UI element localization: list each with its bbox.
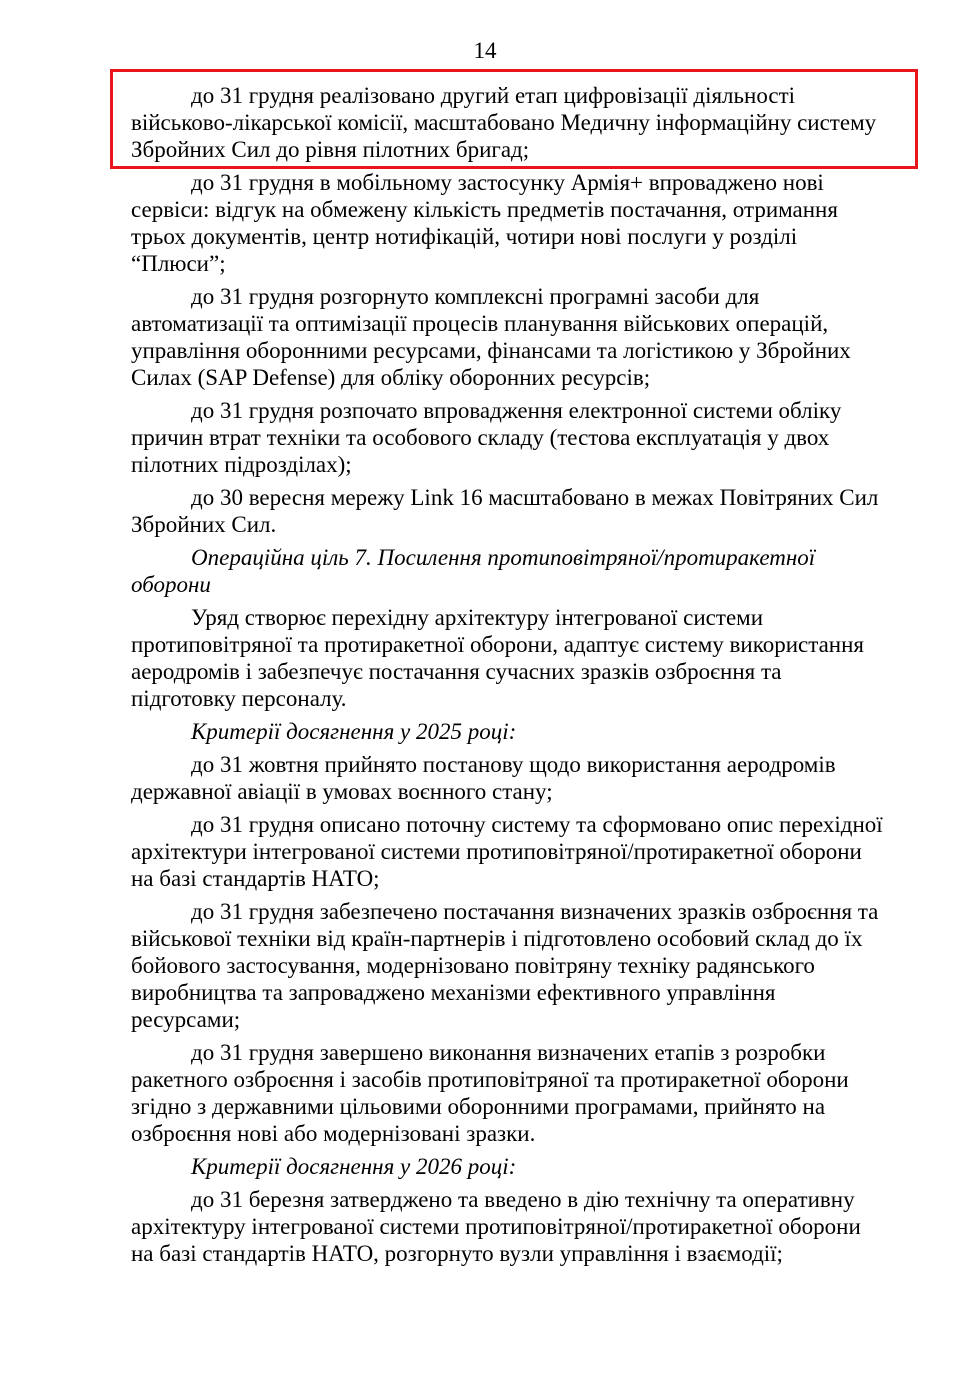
paragraph: до 31 грудня в мобільному застосунку Армія+ впроваджено нові сервіси: відгук на обмежену кількість предметів постачання, отримання трьох документів, центр нотифікацій, чотири нові послуги у розділі “Плюси”; bbox=[131, 170, 838, 276]
page-number: 14 bbox=[473, 38, 497, 63]
paragraph: до 31 жовтня прийнято постанову щодо використання аеродромів державної авіації в умовах воєнного стану; bbox=[131, 752, 836, 804]
section-heading: Операційна ціль 7. Посилення протиповітряної/протиракетної оборони bbox=[131, 545, 816, 597]
document-body bbox=[131, 82, 887, 1273]
paragraph: до 31 грудня забезпечено постачання визначених зразків озброєння та військової техніки від країн-партнерів і підготовлено особовий склад до їх бойового застосування, модернізовано повітряну техніку радянського виробництва та запроваджено механізми ефективного управління ресурсами; bbox=[131, 899, 879, 1032]
paragraph: до 31 грудня розгорнуто комплексні програмні засоби для автоматизації та оптимізації процесів планування військових операцій, управління оборонними ресурсами, фінансами та логістикою у Збройних Силах (SAP Defense) для обліку оборонних ресурсів; bbox=[131, 284, 851, 390]
paragraph: Уряд створює перехідну архітектуру інтегрованої системи протиповітряної та протиракетної оборони, адаптує систему використання аеродромів і забезпечує постачання сучасних зразків озброєння та підготовку персоналу. bbox=[131, 605, 864, 711]
section-heading: Критерії досягнення у 2025 році: bbox=[191, 719, 517, 744]
paragraph: до 31 березня затверджено та введено в дію технічну та оперативну архітектуру інтегрованої системи протиповітряної/протиракетної оборони на базі стандартів НАТО, розгорнуто вузли управління і взаємодії; bbox=[131, 1187, 861, 1266]
paragraph: до 31 грудня розпочато впровадження електронної системи обліку причин втрат техніки та особового складу (тестова експлуатація у двох пілотних підрозділах); bbox=[131, 398, 842, 477]
paragraph: до 31 грудня реалізовано другий етап цифровізації діяльності військово-лікарської комісії, масштабовано Медичну інформаційну систему Збройних Сил до рівня пілотних бригад; bbox=[131, 83, 877, 162]
paragraph: до 30 вересня мережу Link 16 масштабовано в межах Повітряних Сил Збройних Сил. bbox=[131, 485, 879, 537]
section-heading: Критерії досягнення у 2026 році: bbox=[191, 1154, 517, 1179]
paragraph: до 31 грудня завершено виконання визначених етапів з розробки ракетного озброєння і засобів протиповітряної та протиракетної оборони згідно з державними цільовими оборонними програмами, прийнято на озброєння нові або модернізовані зразки. bbox=[131, 1040, 849, 1146]
paragraph: до 31 грудня описано поточну систему та сформовано опис перехідної архітектури інтегрованої системи протиповітряної/протиракетної оборони на базі стандартів НАТО; bbox=[131, 812, 883, 891]
